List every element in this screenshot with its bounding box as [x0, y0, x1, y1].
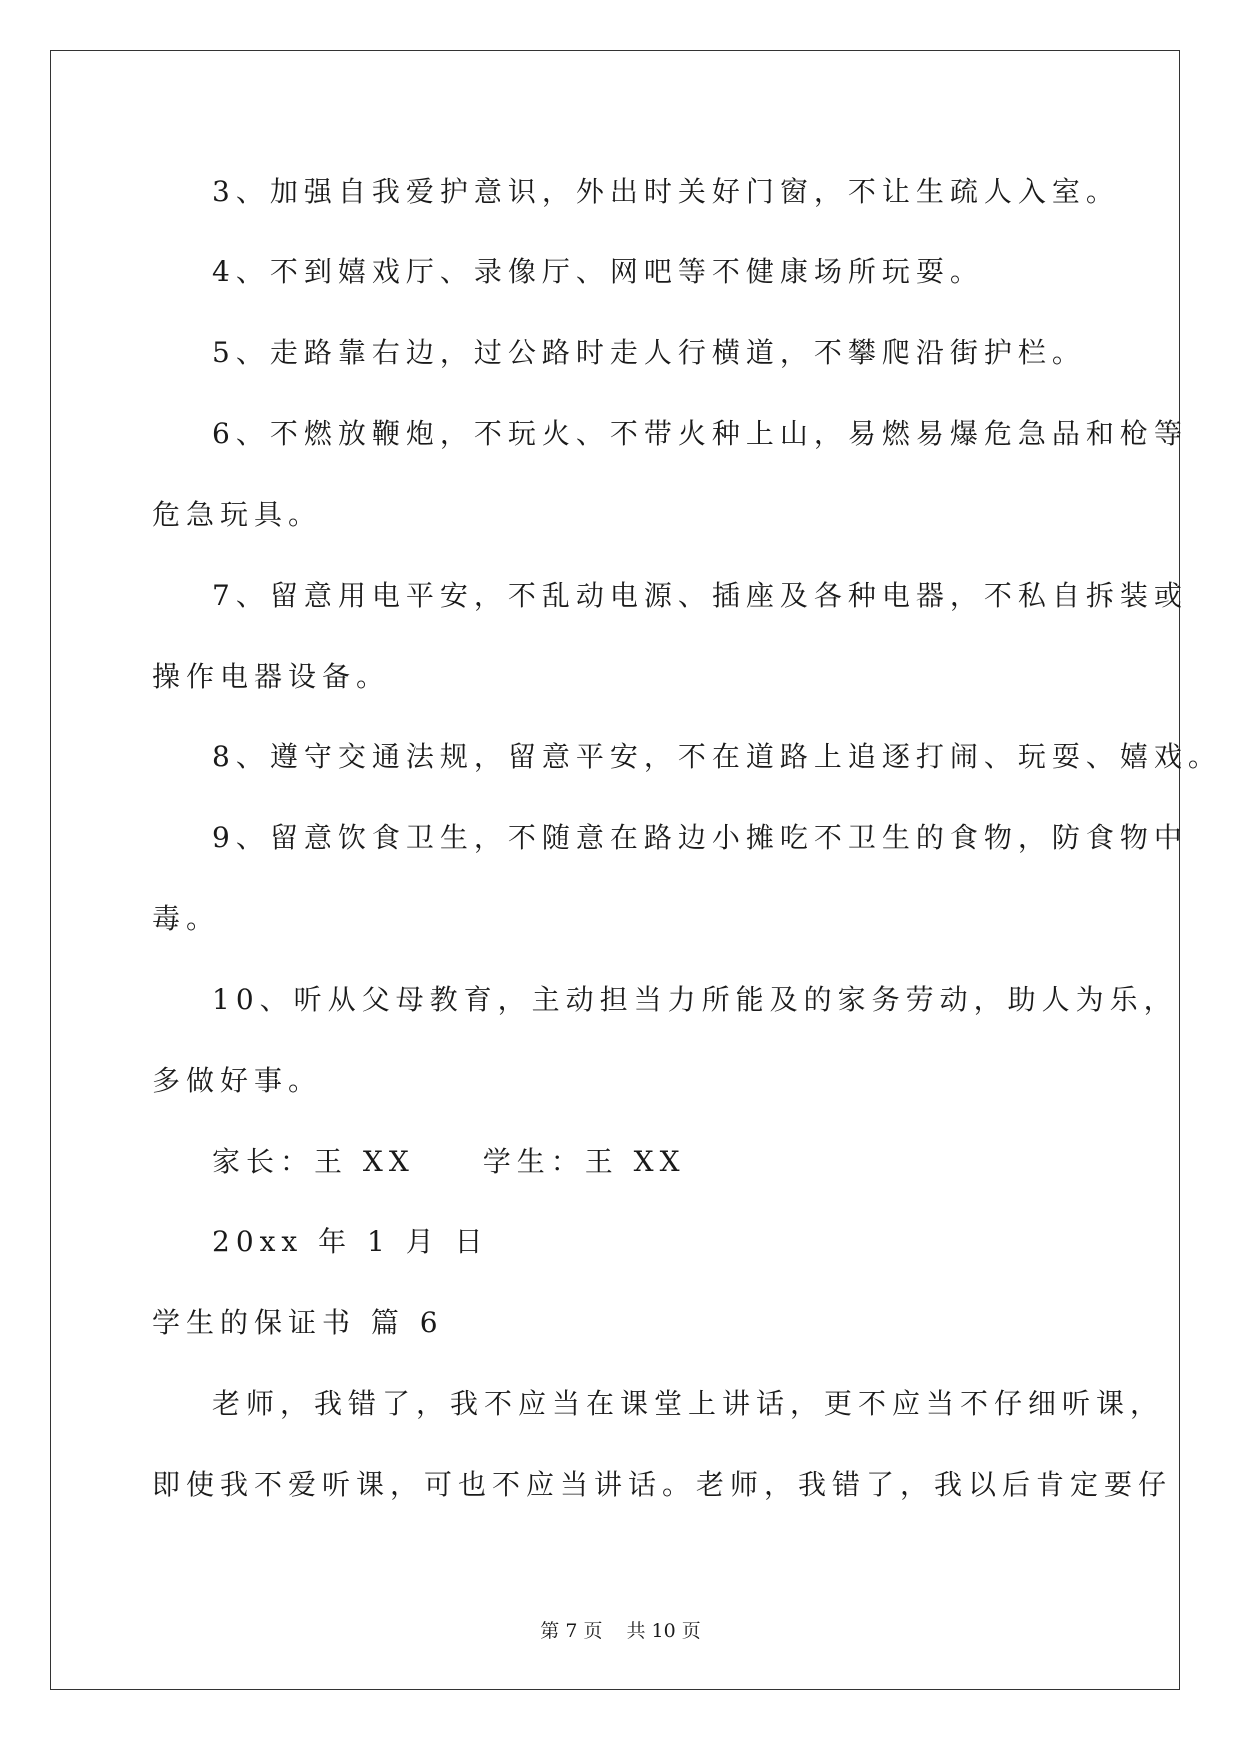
- paragraph-line: 毒。: [152, 902, 221, 935]
- paragraph-line: 危急玩具。: [152, 498, 323, 531]
- paragraph-line: 4、不到嬉戏厅、录像厅、网吧等不健康场所玩耍。: [212, 255, 984, 288]
- paragraph-line: 6、不燃放鞭炮，不玩火、不带火种上山，易燃易爆危急品和枪等: [212, 417, 1188, 450]
- page-border: [50, 50, 1180, 1690]
- section-heading: 学生的保证书 篇 6: [152, 1306, 444, 1339]
- paragraph-line: 7、留意用电平安，不乱动电源、插座及各种电器，不私自拆装或: [212, 579, 1188, 612]
- paragraph-line: 即使我不爱听课，可也不应当讲话。老师，我错了，我以后肯定要仔: [152, 1468, 1173, 1501]
- signature-line: 家长：王 XX 学生：王 XX: [212, 1145, 686, 1178]
- paragraph-line: 老师，我错了，我不应当在课堂上讲话，更不应当不仔细听课，: [212, 1387, 1165, 1420]
- paragraph-line: 9、留意饮食卫生，不随意在路边小摊吃不卫生的食物，防食物中: [212, 821, 1188, 854]
- paragraph-line: 5、走路靠右边，过公路时走人行横道，不攀爬沿街护栏。: [212, 336, 1086, 369]
- paragraph-line: 10、听从父母教育，主动担当力所能及的家务劳动，助人为乐，: [212, 983, 1178, 1016]
- page-total: 共 10 页: [626, 1620, 701, 1642]
- paragraph-line: 操作电器设备。: [152, 660, 391, 693]
- page-footer: [0, 1616, 1241, 1643]
- page-number: 第 7 页: [540, 1620, 603, 1642]
- paragraph-line: 3、加强自我爱护意识，外出时关好门窗，不让生疏人入室。: [212, 175, 1120, 208]
- paragraph-line: 多做好事。: [152, 1064, 323, 1097]
- paragraph-line: 8、遵守交通法规，留意平安，不在道路上追逐打闹、玩耍、嬉戏。: [212, 740, 1222, 773]
- date-line: 20xx 年 1 月 日: [212, 1225, 489, 1258]
